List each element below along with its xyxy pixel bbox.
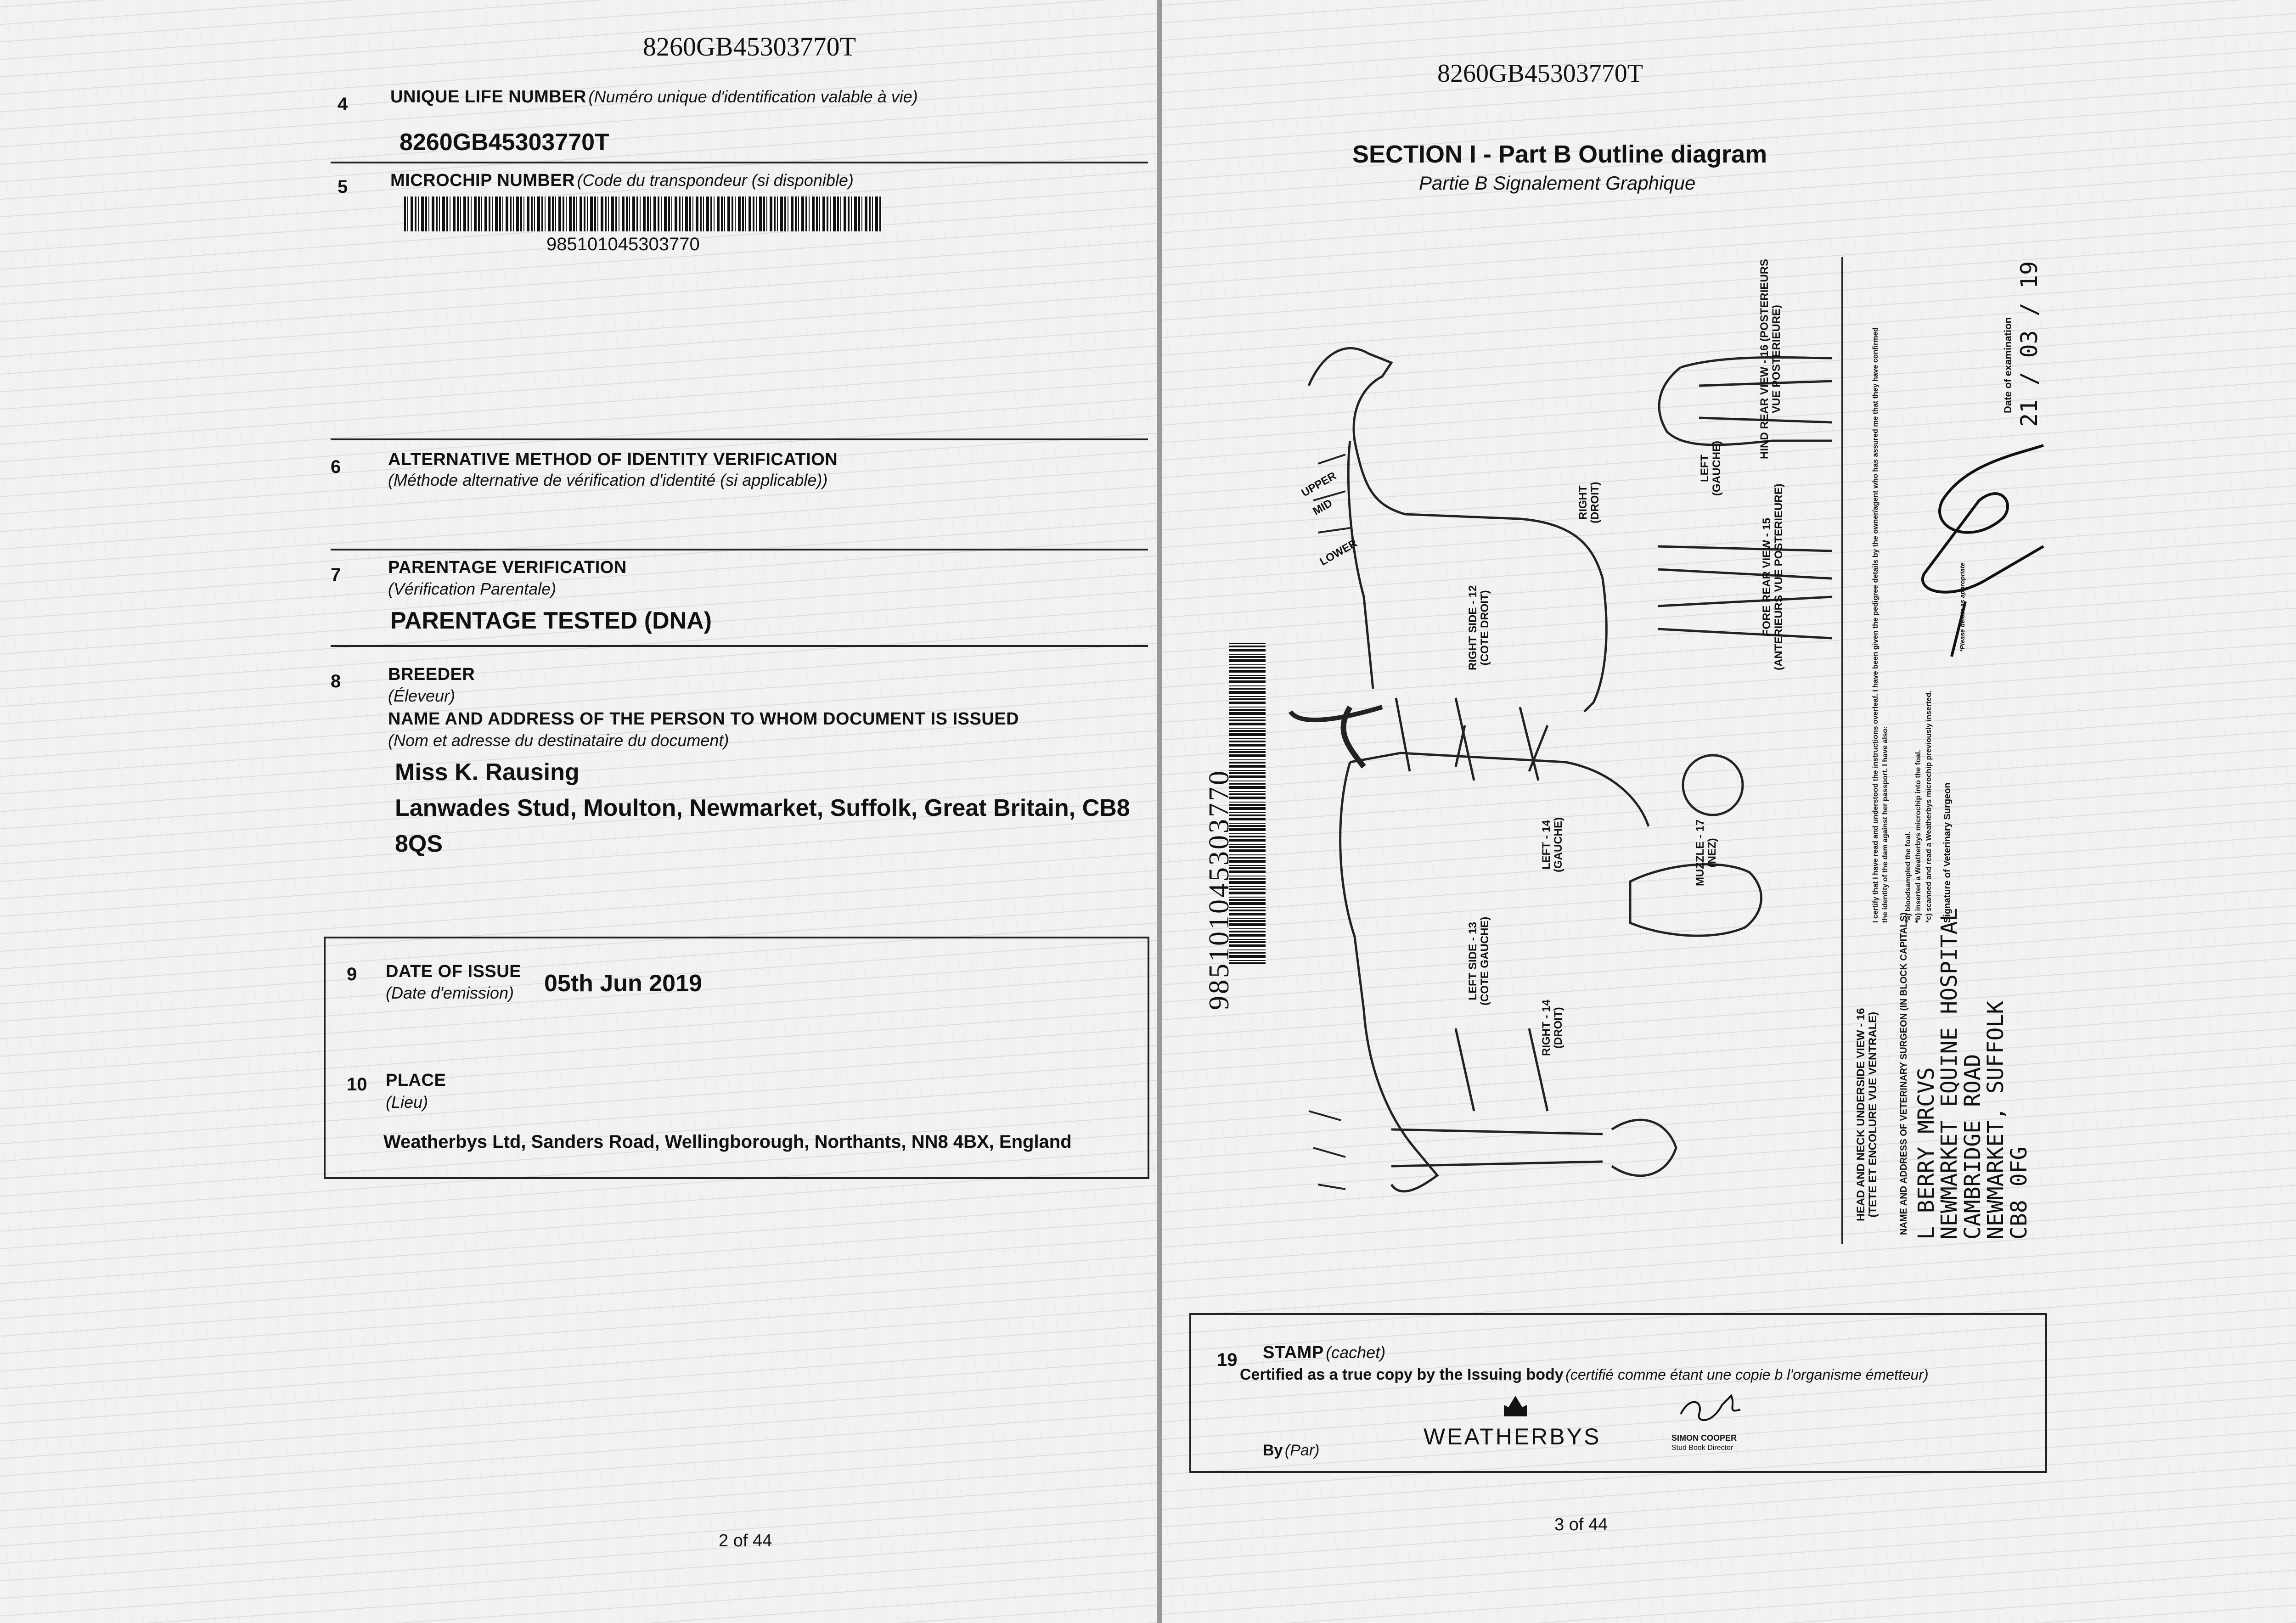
passport-page-3 <box>1162 0 2296 1623</box>
label-lower: LOWER <box>1317 537 1360 568</box>
label-left-en: LEFT <box>1699 455 1711 482</box>
stamp-certified-fr: (certifié comme étant une copie b l'organisme émetteur) <box>1565 1366 1929 1383</box>
horse-outline-diagram <box>1199 248 1851 1221</box>
label-mid: MID <box>1311 497 1335 518</box>
field-7-label: PARENTAGE VERIFICATION <box>388 558 627 577</box>
field-10-sublabel: (Lieu) <box>386 1093 428 1112</box>
vet-address-line: CB8 0FG <box>2006 1146 2032 1240</box>
vet-section-divider <box>1841 257 1843 1244</box>
label-left-14-fr: (GAUCHE) <box>1552 817 1565 872</box>
label-right-14 <box>1541 1000 1565 1056</box>
label-left <box>1699 441 1723 496</box>
fore-rear-view-outline <box>1658 546 1832 638</box>
stamp-by-line <box>1263 1442 1319 1460</box>
field-8-number: 8 <box>331 671 341 691</box>
label-right-14-en: RIGHT - 14 <box>1540 1000 1553 1056</box>
stamp-label: STAMP <box>1263 1343 1324 1362</box>
vet-address-line: NEWMARKET, SUFFOLK <box>1983 1000 2009 1240</box>
date-of-issue-value: 05th Jun 2019 <box>544 970 702 997</box>
microchip-barcode <box>404 197 882 231</box>
stamp-label-fr: (cachet) <box>1326 1343 1386 1362</box>
label-left-side <box>1467 917 1491 1005</box>
field-8-label: BREEDER <box>388 665 475 684</box>
vet-option: *b) inserted a Weatherbys microchip into the foal. <box>1914 750 1923 923</box>
field-5-label: MICROCHIP NUMBER <box>390 171 575 190</box>
date-of-examination-label: Date of examination <box>2002 317 2014 413</box>
field-4-heading <box>390 87 918 107</box>
label-fore-rear <box>1761 483 1785 670</box>
vet-address-line: NEWMARKET EQUINE HOSPITAL <box>1936 908 1963 1240</box>
lower-legs-outline <box>1391 1120 1676 1176</box>
stamp-by: By <box>1263 1442 1283 1459</box>
field-9-sublabel: (Date d'emission) <box>386 983 514 1002</box>
divider <box>331 645 1148 647</box>
top-reference-number: 8260GB45303770T <box>643 32 856 62</box>
field-5-heading <box>390 171 854 191</box>
label-right-side-fr: (COTE DROIT) <box>1479 590 1491 666</box>
field-4-number: 4 <box>338 94 348 114</box>
microchip-number-value: 985101045303770 <box>546 234 700 254</box>
section-title-rest: - Part B Outline diagram <box>1476 140 1767 168</box>
breeder-address-line-2: 8QS <box>395 831 443 857</box>
breeder-name: Miss K. Rausing <box>395 759 580 786</box>
field-7-number: 7 <box>331 565 341 585</box>
unique-life-number-value: 8260GB45303770T <box>400 129 609 156</box>
field-6-number: 6 <box>331 457 341 477</box>
section-subtitle: Partie B Signalement Graphique <box>1419 172 1696 194</box>
label-muzzle-fr: (NEZ) <box>1706 838 1719 868</box>
field-10-label: PLACE <box>386 1071 446 1090</box>
section-title-bold: SECTION I <box>1352 140 1477 168</box>
muzzle-outline <box>1683 755 1743 815</box>
field-4-label: UNIQUE LIFE NUMBER <box>390 87 586 107</box>
field-9-number: 9 <box>347 964 357 984</box>
page-number: 3 of 44 <box>1554 1515 1608 1534</box>
label-right <box>1577 482 1602 523</box>
left-side-horse-outline <box>1340 725 1649 1191</box>
section-title <box>1352 140 1767 168</box>
label-right-en: RIGHT <box>1577 485 1589 520</box>
vet-signature-label: Signature of Veterinary Surgeon <box>1942 782 1953 923</box>
label-right-side <box>1467 585 1491 670</box>
stamp-by-fr: (Par) <box>1284 1442 1320 1459</box>
vet-certification-text: I certify that I have read and understood the instructions overleaf. I have been given the pedigree details by the owner/agent who has assured me that they have confirmed the identity of the dam against her passport. I have also: <box>1872 327 1889 923</box>
date-of-examination-value: 21 / 03 / 19 <box>2016 261 2043 427</box>
label-head-neck-en: HEAD AND NECK UNDERSIDE VIEW - 16 <box>1855 1008 1867 1221</box>
label-right-14-fr: (DROIT) <box>1552 1007 1565 1049</box>
vertical-barcode-number: 985101045303770 <box>1204 769 1235 1010</box>
parentage-verification-value: PARENTAGE TESTED (DNA) <box>390 607 712 634</box>
stamp-signer-name: SIMON COOPER <box>1671 1433 1737 1443</box>
label-left-14 <box>1541 817 1565 872</box>
book-spine <box>1157 0 1162 1623</box>
field-9-label: DATE OF ISSUE <box>386 962 522 981</box>
stamp-number: 19 <box>1217 1350 1238 1370</box>
stamp-heading <box>1263 1343 1385 1363</box>
field-4-sublabel: (Numéro unique d'identification valable à vie) <box>588 87 918 106</box>
divider <box>331 549 1148 550</box>
vet-address-line: CAMBRIDGE ROAD <box>1959 1054 1986 1240</box>
place-value: Weatherbys Ltd, Sanders Road, Wellingborough, Northants, NN8 4BX, England <box>383 1132 1072 1152</box>
field-7-sublabel: (Vérification Parentale) <box>388 579 557 598</box>
vet-options <box>1903 691 1934 923</box>
breeder-address-line-1: Lanwades Stud, Moulton, Newmarket, Suffolk, Great Britain, CB8 <box>395 795 1130 821</box>
label-hind-rear-en: HIND REAR VIEW - 16 (POSTERIEURS <box>1758 258 1771 459</box>
field-8-sublabel: (Éleveur) <box>388 686 456 705</box>
weatherbys-crest-icon <box>1499 1391 1531 1419</box>
label-head-neck-fr: (TETE ET ENCOLURE VUE VENTRALE) <box>1867 1011 1880 1218</box>
vet-address <box>1915 908 2031 1240</box>
vet-footnote: *Please delete as appropriate <box>1958 562 1966 652</box>
label-head-neck <box>1855 1008 1880 1222</box>
label-left-14-en: LEFT - 14 <box>1540 820 1553 870</box>
vet-name-label: NAME AND ADDRESS OF VETERINARY SURGEON (IN BLOCK CAPITALS) <box>1899 912 1909 1235</box>
vet-address-line: L BERRY MRCVS <box>1913 1067 1939 1240</box>
label-right-fr: (DROIT) <box>1589 482 1602 523</box>
divider <box>331 438 1148 440</box>
label-left-side-en: LEFT SIDE - 13 <box>1467 921 1479 1000</box>
label-fore-rear-en: FORE REAR VIEW - 15 <box>1761 517 1773 636</box>
label-muzzle-en: MUZZLE - 17 <box>1694 819 1706 886</box>
stamp-certified: Certified as a true copy by the Issuing body <box>1240 1366 1564 1383</box>
stamp-certified-line <box>1240 1366 1929 1384</box>
field-6-label: ALTERNATIVE METHOD OF IDENTITY VERIFICATION <box>388 450 838 469</box>
label-muzzle <box>1694 820 1719 886</box>
label-right-side-en: RIGHT SIDE - 12 <box>1467 585 1479 670</box>
divider <box>331 162 1148 163</box>
vet-signature <box>1896 427 2066 666</box>
top-reference-number: 8260GB45303770T <box>1437 59 1643 88</box>
vet-option: *a) bloodsampled the foal. <box>1904 831 1912 923</box>
label-left-side-fr: (COTE GAUCHE) <box>1479 916 1491 1005</box>
label-left-fr: (GAUCHE) <box>1711 441 1723 496</box>
field-5-sublabel: (Code du transpondeur (si disponible) <box>577 171 854 190</box>
vet-option: *c) scanned and read a Weatherbys microchip previously inserted. <box>1925 691 1933 923</box>
field-8-sublabel-2: (Nom et adresse du destinataire du document) <box>388 731 729 750</box>
hind-rear-view-outline <box>1659 357 1832 445</box>
label-upper: UPPER <box>1299 469 1339 500</box>
page-number: 2 of 44 <box>719 1531 772 1550</box>
stamp-signer-title: Stud Book Director <box>1671 1444 1733 1452</box>
field-8-label-2: NAME AND ADDRESS OF THE PERSON TO WHOM DOCUMENT IS ISSUED <box>388 709 1019 729</box>
label-hind-rear-fr: VUE POSTERIEURE) <box>1770 304 1783 413</box>
weatherbys-brand: WEATHERBYS <box>1424 1424 1601 1449</box>
label-fore-rear-fr: (ANTERIEURS VUE POSTERIEURE) <box>1773 483 1785 670</box>
field-6-sublabel: (Méthode alternative de vérification d'identité (si applicable)) <box>388 471 828 489</box>
label-hind-rear <box>1759 259 1783 459</box>
stamp-signature <box>1671 1387 1750 1432</box>
field-5-number: 5 <box>338 177 348 197</box>
field-10-number: 10 <box>347 1074 367 1095</box>
